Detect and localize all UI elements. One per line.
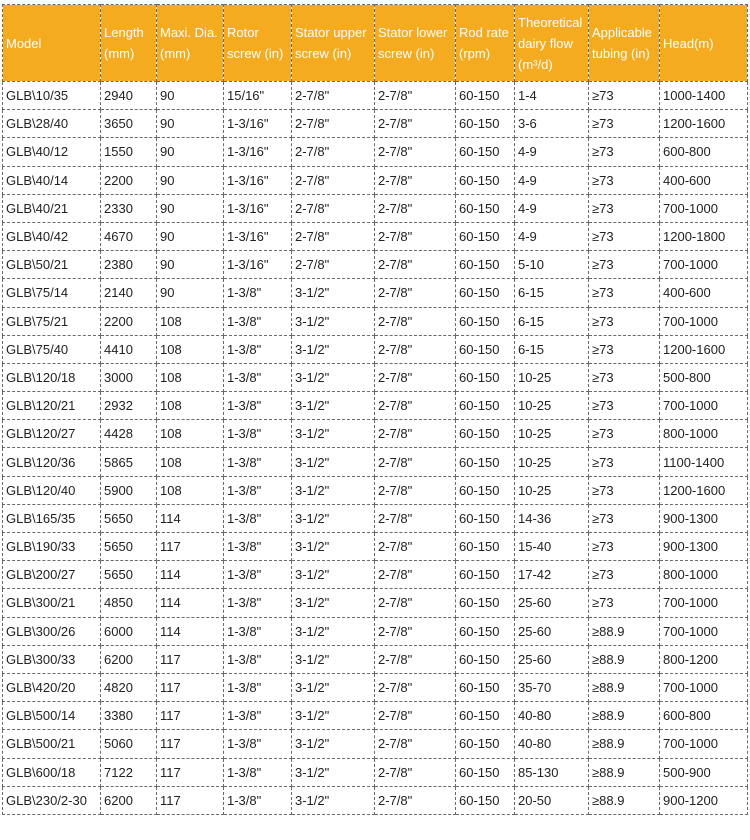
cell-theoretical-flow: 4-9 [515,138,589,166]
cell-max-diameter: 108 [157,476,224,504]
cell-head: 1200-1600 [660,110,748,138]
cell-rod-rate: 60-150 [456,335,515,363]
table-row [3,476,748,504]
cell-rod-rate: 60-150 [456,786,515,814]
cell-theoretical-flow: 25-60 [515,589,589,617]
cell-head: 900-1300 [660,504,748,532]
cell-applicable-tubing: ≥73 [589,561,660,589]
cell-applicable-tubing: ≥73 [589,335,660,363]
cell-max-diameter: 90 [157,251,224,279]
cell-head: 600-800 [660,702,748,730]
cell-stator-upper-screw: 2-7/8" [292,251,375,279]
cell-theoretical-flow: 25-60 [515,617,589,645]
cell-rod-rate: 60-150 [456,730,515,758]
cell-max-diameter: 90 [157,166,224,194]
cell-stator-lower-screw: 2-7/8" [375,110,456,138]
cell-rod-rate: 60-150 [456,448,515,476]
cell-stator-lower-screw: 2-7/8" [375,533,456,561]
cell-rod-rate: 60-150 [456,279,515,307]
table-row [3,307,748,335]
cell-head: 700-1000 [660,251,748,279]
cell-applicable-tubing: ≥88.9 [589,786,660,814]
cell-model: GLB\10/35 [3,82,101,110]
cell-model: GLB\420/20 [3,673,101,701]
cell-max-diameter: 117 [157,758,224,786]
cell-rod-rate: 60-150 [456,702,515,730]
cell-rotor-screw: 1-3/8" [224,561,292,589]
cell-head: 700-1000 [660,194,748,222]
table-row [3,617,748,645]
table-row [3,448,748,476]
cell-head: 900-1200 [660,786,748,814]
cell-theoretical-flow: 40-80 [515,730,589,758]
cell-model: GLB\600/18 [3,758,101,786]
header-applicable-tubing: Applicable tubing (in) [589,5,660,82]
table-row [3,279,748,307]
cell-rod-rate: 60-150 [456,420,515,448]
cell-stator-upper-screw: 3-1/2" [292,673,375,701]
cell-rotor-screw: 1-3/8" [224,420,292,448]
table-row [3,138,748,166]
cell-rod-rate: 60-150 [456,589,515,617]
cell-max-diameter: 117 [157,730,224,758]
cell-model: GLB\300/21 [3,589,101,617]
cell-model: GLB\40/21 [3,194,101,222]
cell-model: GLB\40/12 [3,138,101,166]
cell-stator-lower-screw: 2-7/8" [375,476,456,504]
cell-rotor-screw: 1-3/8" [224,645,292,673]
cell-stator-upper-screw: 3-1/2" [292,561,375,589]
cell-rod-rate: 60-150 [456,110,515,138]
table-row [3,786,748,814]
table-row [3,420,748,448]
table-row [3,251,748,279]
cell-rod-rate: 60-150 [456,673,515,701]
cell-length: 4410 [101,335,157,363]
cell-stator-upper-screw: 3-1/2" [292,392,375,420]
table-row [3,335,748,363]
cell-stator-upper-screw: 3-1/2" [292,758,375,786]
header-head: Head(m) [660,5,748,82]
cell-rotor-screw: 1-3/8" [224,448,292,476]
cell-rod-rate: 60-150 [456,533,515,561]
cell-max-diameter: 108 [157,420,224,448]
cell-head: 1100-1400 [660,448,748,476]
cell-theoretical-flow: 17-42 [515,561,589,589]
cell-head: 600-800 [660,138,748,166]
cell-applicable-tubing: ≥73 [589,504,660,532]
cell-theoretical-flow: 25-60 [515,645,589,673]
cell-max-diameter: 90 [157,194,224,222]
cell-head: 1200-1600 [660,476,748,504]
cell-rotor-screw: 1-3/8" [224,307,292,335]
cell-stator-upper-screw: 2-7/8" [292,194,375,222]
cell-model: GLB\500/14 [3,702,101,730]
cell-max-diameter: 117 [157,533,224,561]
cell-stator-upper-screw: 3-1/2" [292,786,375,814]
cell-rod-rate: 60-150 [456,82,515,110]
cell-stator-lower-screw: 2-7/8" [375,392,456,420]
cell-rotor-screw: 1-3/8" [224,504,292,532]
cell-theoretical-flow: 10-25 [515,363,589,391]
cell-length: 4428 [101,420,157,448]
cell-stator-lower-screw: 2-7/8" [375,561,456,589]
cell-rod-rate: 60-150 [456,645,515,673]
cell-model: GLB\120/27 [3,420,101,448]
cell-theoretical-flow: 6-15 [515,307,589,335]
cell-stator-lower-screw: 2-7/8" [375,335,456,363]
cell-applicable-tubing: ≥88.9 [589,673,660,701]
cell-head: 1200-1800 [660,222,748,250]
cell-stator-lower-screw: 2-7/8" [375,307,456,335]
cell-rod-rate: 60-150 [456,166,515,194]
cell-rotor-screw: 1-3/16" [224,194,292,222]
cell-stator-upper-screw: 3-1/2" [292,533,375,561]
cell-stator-lower-screw: 2-7/8" [375,251,456,279]
cell-applicable-tubing: ≥73 [589,110,660,138]
cell-head: 700-1000 [660,307,748,335]
cell-stator-lower-screw: 2-7/8" [375,589,456,617]
cell-head: 800-1000 [660,420,748,448]
cell-stator-upper-screw: 3-1/2" [292,504,375,532]
cell-max-diameter: 117 [157,645,224,673]
cell-rotor-screw: 1-3/8" [224,589,292,617]
cell-rotor-screw: 1-3/8" [224,673,292,701]
cell-stator-upper-screw: 3-1/2" [292,617,375,645]
cell-stator-lower-screw: 2-7/8" [375,504,456,532]
cell-stator-lower-screw: 2-7/8" [375,702,456,730]
cell-theoretical-flow: 3-6 [515,110,589,138]
cell-stator-upper-screw: 2-7/8" [292,110,375,138]
cell-rotor-screw: 1-3/8" [224,335,292,363]
cell-head: 700-1000 [660,730,748,758]
cell-applicable-tubing: ≥73 [589,589,660,617]
cell-model: GLB\40/42 [3,222,101,250]
cell-model: GLB\28/40 [3,110,101,138]
cell-stator-upper-screw: 3-1/2" [292,645,375,673]
cell-theoretical-flow: 4-9 [515,194,589,222]
table-row [3,82,748,110]
cell-max-diameter: 108 [157,335,224,363]
cell-head: 500-900 [660,758,748,786]
table-row [3,730,748,758]
cell-head: 1000-1400 [660,82,748,110]
cell-model: GLB\200/27 [3,561,101,589]
cell-stator-lower-screw: 2-7/8" [375,138,456,166]
cell-applicable-tubing: ≥88.9 [589,702,660,730]
cell-length: 5650 [101,504,157,532]
cell-stator-lower-screw: 2-7/8" [375,194,456,222]
cell-applicable-tubing: ≥73 [589,392,660,420]
cell-stator-upper-screw: 3-1/2" [292,730,375,758]
cell-stator-upper-screw: 2-7/8" [292,222,375,250]
cell-model: GLB\120/36 [3,448,101,476]
cell-rod-rate: 60-150 [456,504,515,532]
cell-theoretical-flow: 10-25 [515,392,589,420]
cell-stator-upper-screw: 3-1/2" [292,448,375,476]
cell-max-diameter: 108 [157,363,224,391]
table-row [3,758,748,786]
cell-stator-upper-screw: 3-1/2" [292,420,375,448]
cell-theoretical-flow: 35-70 [515,673,589,701]
cell-stator-lower-screw: 2-7/8" [375,82,456,110]
cell-head: 1200-1600 [660,335,748,363]
cell-stator-lower-screw: 2-7/8" [375,758,456,786]
cell-rod-rate: 60-150 [456,561,515,589]
cell-applicable-tubing: ≥88.9 [589,730,660,758]
header-model: Model [3,5,101,82]
table-row [3,589,748,617]
cell-max-diameter: 90 [157,222,224,250]
table-row [3,392,748,420]
cell-applicable-tubing: ≥88.9 [589,758,660,786]
cell-stator-lower-screw: 2-7/8" [375,363,456,391]
cell-applicable-tubing: ≥73 [589,138,660,166]
cell-stator-upper-screw: 3-1/2" [292,702,375,730]
cell-max-diameter: 90 [157,138,224,166]
cell-rotor-screw: 1-3/8" [224,476,292,504]
cell-model: GLB\120/21 [3,392,101,420]
cell-theoretical-flow: 40-80 [515,702,589,730]
cell-model: GLB\230/2-30 [3,786,101,814]
header-stator-upper-screw: Stator upper screw (in) [292,5,375,82]
cell-head: 400-600 [660,166,748,194]
header-rotor-screw: Rotor screw (in) [224,5,292,82]
cell-applicable-tubing: ≥73 [589,82,660,110]
cell-stator-upper-screw: 2-7/8" [292,82,375,110]
cell-max-diameter: 108 [157,307,224,335]
cell-rotor-screw: 1-3/16" [224,251,292,279]
cell-rod-rate: 60-150 [456,251,515,279]
table-row [3,645,748,673]
cell-length: 5060 [101,730,157,758]
cell-max-diameter: 90 [157,279,224,307]
cell-head: 900-1300 [660,533,748,561]
cell-model: GLB\165/35 [3,504,101,532]
cell-max-diameter: 90 [157,82,224,110]
cell-max-diameter: 114 [157,589,224,617]
table-row [3,194,748,222]
cell-length: 5900 [101,476,157,504]
table-row [3,504,748,532]
cell-theoretical-flow: 1-4 [515,82,589,110]
cell-model: GLB\500/21 [3,730,101,758]
table-row [3,166,748,194]
cell-rod-rate: 60-150 [456,758,515,786]
cell-stator-upper-screw: 3-1/2" [292,335,375,363]
cell-applicable-tubing: ≥73 [589,251,660,279]
cell-theoretical-flow: 6-15 [515,335,589,363]
cell-applicable-tubing: ≥73 [589,279,660,307]
cell-length: 7122 [101,758,157,786]
cell-rotor-screw: 1-3/8" [224,786,292,814]
cell-rotor-screw: 1-3/8" [224,758,292,786]
cell-head: 700-1000 [660,392,748,420]
cell-model: GLB\190/33 [3,533,101,561]
cell-rotor-screw: 1-3/8" [224,702,292,730]
cell-length: 4670 [101,222,157,250]
cell-max-diameter: 114 [157,617,224,645]
cell-rod-rate: 60-150 [456,476,515,504]
cell-max-diameter: 114 [157,561,224,589]
cell-max-diameter: 117 [157,702,224,730]
cell-length: 5865 [101,448,157,476]
cell-length: 2940 [101,82,157,110]
cell-applicable-tubing: ≥73 [589,222,660,250]
cell-theoretical-flow: 20-50 [515,786,589,814]
cell-length: 5650 [101,533,157,561]
cell-theoretical-flow: 6-15 [515,279,589,307]
header-max-diameter: Maxi. Dia. (mm) [157,5,224,82]
header-stator-lower-screw: Stator lower screw (in) [375,5,456,82]
cell-rod-rate: 60-150 [456,363,515,391]
cell-model: GLB\300/26 [3,617,101,645]
cell-rod-rate: 60-150 [456,222,515,250]
cell-model: GLB\75/21 [3,307,101,335]
cell-max-diameter: 108 [157,448,224,476]
cell-rod-rate: 60-150 [456,307,515,335]
table-row [3,673,748,701]
cell-stator-upper-screw: 3-1/2" [292,589,375,617]
header-row [3,5,748,82]
cell-stator-lower-screw: 2-7/8" [375,673,456,701]
cell-theoretical-flow: 85-130 [515,758,589,786]
cell-stator-upper-screw: 3-1/2" [292,307,375,335]
cell-length: 2330 [101,194,157,222]
table-row [3,702,748,730]
cell-length: 2200 [101,307,157,335]
cell-length: 6200 [101,786,157,814]
cell-stator-upper-screw: 3-1/2" [292,363,375,391]
cell-model: GLB\75/40 [3,335,101,363]
cell-rotor-screw: 1-3/16" [224,138,292,166]
cell-length: 6000 [101,617,157,645]
cell-applicable-tubing: ≥73 [589,476,660,504]
cell-head: 500-800 [660,363,748,391]
cell-rotor-screw: 1-3/8" [224,533,292,561]
cell-length: 6200 [101,645,157,673]
cell-stator-upper-screw: 2-7/8" [292,166,375,194]
cell-length: 4820 [101,673,157,701]
cell-applicable-tubing: ≥88.9 [589,617,660,645]
cell-max-diameter: 117 [157,673,224,701]
cell-rotor-screw: 15/16" [224,82,292,110]
table-row [3,561,748,589]
cell-rotor-screw: 1-3/8" [224,617,292,645]
cell-theoretical-flow: 4-9 [515,222,589,250]
cell-model: GLB\50/21 [3,251,101,279]
cell-stator-lower-screw: 2-7/8" [375,617,456,645]
cell-applicable-tubing: ≥73 [589,307,660,335]
header-theoretical-flow: Theoretical dairy flow (m³/d) [515,5,589,82]
cell-length: 3650 [101,110,157,138]
cell-applicable-tubing: ≥73 [589,533,660,561]
table-row [3,222,748,250]
cell-rotor-screw: 1-3/8" [224,730,292,758]
cell-length: 2140 [101,279,157,307]
cell-length: 5650 [101,561,157,589]
cell-length: 2380 [101,251,157,279]
cell-length: 4850 [101,589,157,617]
cell-rotor-screw: 1-3/16" [224,222,292,250]
cell-applicable-tubing: ≥73 [589,448,660,476]
cell-applicable-tubing: ≥88.9 [589,645,660,673]
cell-head: 700-1000 [660,589,748,617]
cell-stator-upper-screw: 3-1/2" [292,476,375,504]
cell-model: GLB\40/14 [3,166,101,194]
cell-rotor-screw: 1-3/8" [224,363,292,391]
cell-theoretical-flow: 10-25 [515,476,589,504]
cell-stator-lower-screw: 2-7/8" [375,222,456,250]
cell-stator-upper-screw: 3-1/2" [292,279,375,307]
cell-head: 700-1000 [660,617,748,645]
cell-model: GLB\120/18 [3,363,101,391]
cell-stator-lower-screw: 2-7/8" [375,279,456,307]
cell-stator-lower-screw: 2-7/8" [375,166,456,194]
header-rod-rate: Rod rate (rpm) [456,5,515,82]
cell-rod-rate: 60-150 [456,617,515,645]
cell-stator-lower-screw: 2-7/8" [375,730,456,758]
cell-rotor-screw: 1-3/8" [224,392,292,420]
cell-model: GLB\120/40 [3,476,101,504]
cell-stator-lower-screw: 2-7/8" [375,448,456,476]
cell-stator-upper-screw: 2-7/8" [292,138,375,166]
cell-applicable-tubing: ≥73 [589,166,660,194]
cell-length: 3380 [101,702,157,730]
cell-applicable-tubing: ≥73 [589,194,660,222]
cell-theoretical-flow: 5-10 [515,251,589,279]
cell-rotor-screw: 1-3/16" [224,110,292,138]
cell-length: 2932 [101,392,157,420]
table-body [3,82,748,815]
cell-max-diameter: 90 [157,110,224,138]
cell-rotor-screw: 1-3/16" [224,166,292,194]
cell-rod-rate: 60-150 [456,138,515,166]
cell-head: 400-600 [660,279,748,307]
cell-max-diameter: 114 [157,504,224,532]
cell-max-diameter: 108 [157,392,224,420]
cell-applicable-tubing: ≥73 [589,420,660,448]
cell-head: 800-1000 [660,561,748,589]
cell-max-diameter: 117 [157,786,224,814]
cell-head: 800-1200 [660,645,748,673]
header-length: Length (mm) [101,5,157,82]
cell-rod-rate: 60-150 [456,194,515,222]
cell-stator-lower-screw: 2-7/8" [375,645,456,673]
pump-spec-table [2,4,748,815]
cell-stator-lower-screw: 2-7/8" [375,786,456,814]
cell-model: GLB\300/33 [3,645,101,673]
cell-rotor-screw: 1-3/8" [224,279,292,307]
cell-rod-rate: 60-150 [456,392,515,420]
cell-length: 2200 [101,166,157,194]
cell-length: 1550 [101,138,157,166]
cell-theoretical-flow: 4-9 [515,166,589,194]
cell-theoretical-flow: 10-25 [515,420,589,448]
table-row [3,533,748,561]
cell-head: 700-1000 [660,673,748,701]
cell-stator-lower-screw: 2-7/8" [375,420,456,448]
cell-theoretical-flow: 10-25 [515,448,589,476]
table-row [3,110,748,138]
table-row [3,363,748,391]
cell-applicable-tubing: ≥73 [589,363,660,391]
cell-model: GLB\75/14 [3,279,101,307]
cell-theoretical-flow: 14-36 [515,504,589,532]
cell-length: 3000 [101,363,157,391]
cell-theoretical-flow: 15-40 [515,533,589,561]
